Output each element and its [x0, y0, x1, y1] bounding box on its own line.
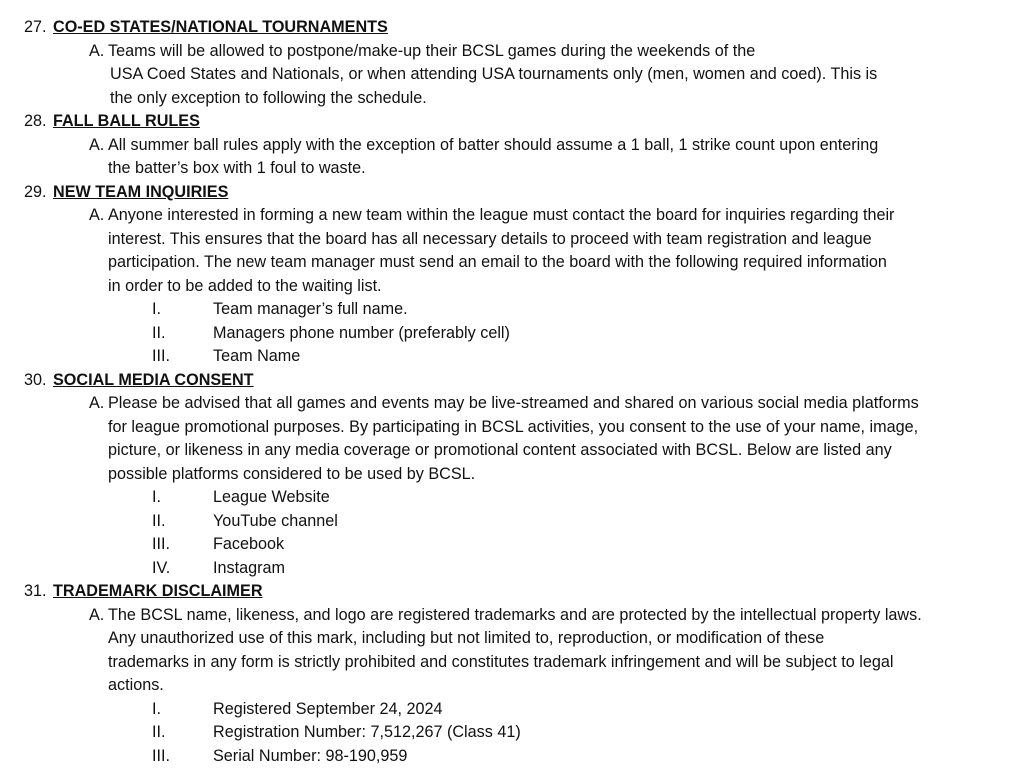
- list-item: Instagram: [213, 559, 285, 577]
- section-title: FALL BALL RULES: [53, 112, 200, 130]
- roman-numeral: III.: [152, 747, 170, 765]
- roman-numeral: III.: [152, 535, 170, 553]
- roman-numeral: II.: [152, 512, 166, 530]
- item-letter: A.: [89, 394, 105, 412]
- section-number: 28.: [24, 112, 47, 130]
- paragraph-line: Any unauthorized use of this mark, including but not limited to, reproduction, or modification of these: [108, 629, 825, 647]
- paragraph-line: participation. The new team manager must send an email to the board with the following required information: [108, 253, 887, 271]
- list-item: Team Name: [213, 347, 301, 365]
- roman-numeral: I.: [152, 700, 161, 718]
- paragraph-line: Anyone interested in forming a new team within the league must contact the board for inquiries regarding their: [108, 206, 895, 224]
- item-letter: A.: [89, 136, 105, 154]
- roman-numeral: II.: [152, 324, 166, 342]
- section-number: 31.: [24, 582, 47, 600]
- paragraph-line: Teams will be allowed to postpone/make-up their BCSL games during the weekends of the: [108, 42, 756, 60]
- paragraph-line: the only exception to following the schedule.: [110, 89, 427, 107]
- item-letter: A.: [89, 606, 105, 624]
- list-item: Managers phone number (preferably cell): [213, 324, 510, 342]
- list-item: Registered September 24, 2024: [213, 700, 443, 718]
- section-number: 30.: [24, 371, 47, 389]
- section-title: SOCIAL MEDIA CONSENT: [53, 371, 254, 389]
- section-number: 27.: [24, 18, 47, 36]
- roman-numeral: III.: [152, 347, 170, 365]
- list-item: Facebook: [213, 535, 285, 553]
- section-title: CO-ED STATES/NATIONAL TOURNAMENTS: [53, 18, 388, 36]
- paragraph-line: the batter’s box with 1 foul to waste.: [108, 159, 366, 177]
- paragraph-line: possible platforms considered to be used by BCSL.: [108, 465, 476, 483]
- roman-numeral: I.: [152, 488, 161, 506]
- list-item: YouTube channel: [213, 512, 338, 530]
- item-letter: A.: [89, 42, 105, 60]
- section-title: NEW TEAM INQUIRIES: [53, 183, 229, 201]
- list-item: Registration Number: 7,512,267 (Class 41): [213, 723, 521, 741]
- paragraph-line: The BCSL name, likeness, and logo are registered trademarks and are protected by the intellectual property laws.: [108, 606, 922, 624]
- list-item: Serial Number: 98-190,959: [213, 747, 408, 765]
- paragraph-line: Please be advised that all games and events may be live-streamed and shared on various social media platforms: [108, 394, 919, 412]
- roman-numeral: IV.: [152, 559, 171, 577]
- paragraph-line: picture, or likeness in any media coverage or promotional content associated with BCSL. Below are listed any: [108, 441, 892, 459]
- roman-numeral: II.: [152, 723, 166, 741]
- roman-numeral: I.: [152, 300, 161, 318]
- list-item: League Website: [213, 488, 330, 506]
- paragraph-line: actions.: [108, 676, 164, 694]
- list-item: Team manager’s full name.: [213, 300, 408, 318]
- paragraph-line: USA Coed States and Nationals, or when attending USA tournaments only (men, women and coed). This is: [110, 65, 878, 83]
- paragraph-line: interest. This ensures that the board has all necessary details to proceed with team registration and league: [108, 230, 872, 248]
- paragraph-line: in order to be added to the waiting list.: [108, 277, 382, 295]
- paragraph-line: for league promotional purposes. By participating in BCSL activities, you consent to the use of your name, image,: [108, 418, 919, 436]
- section-title: TRADEMARK DISCLAIMER: [53, 582, 263, 600]
- section-number: 29.: [24, 183, 47, 201]
- paragraph-line: All summer ball rules apply with the exception of batter should assume a 1 ball, 1 strike count upon entering: [108, 136, 879, 154]
- paragraph-line: trademarks in any form is strictly prohibited and constitutes trademark infringement and will be subject to legal: [108, 653, 894, 671]
- item-letter: A.: [89, 206, 105, 224]
